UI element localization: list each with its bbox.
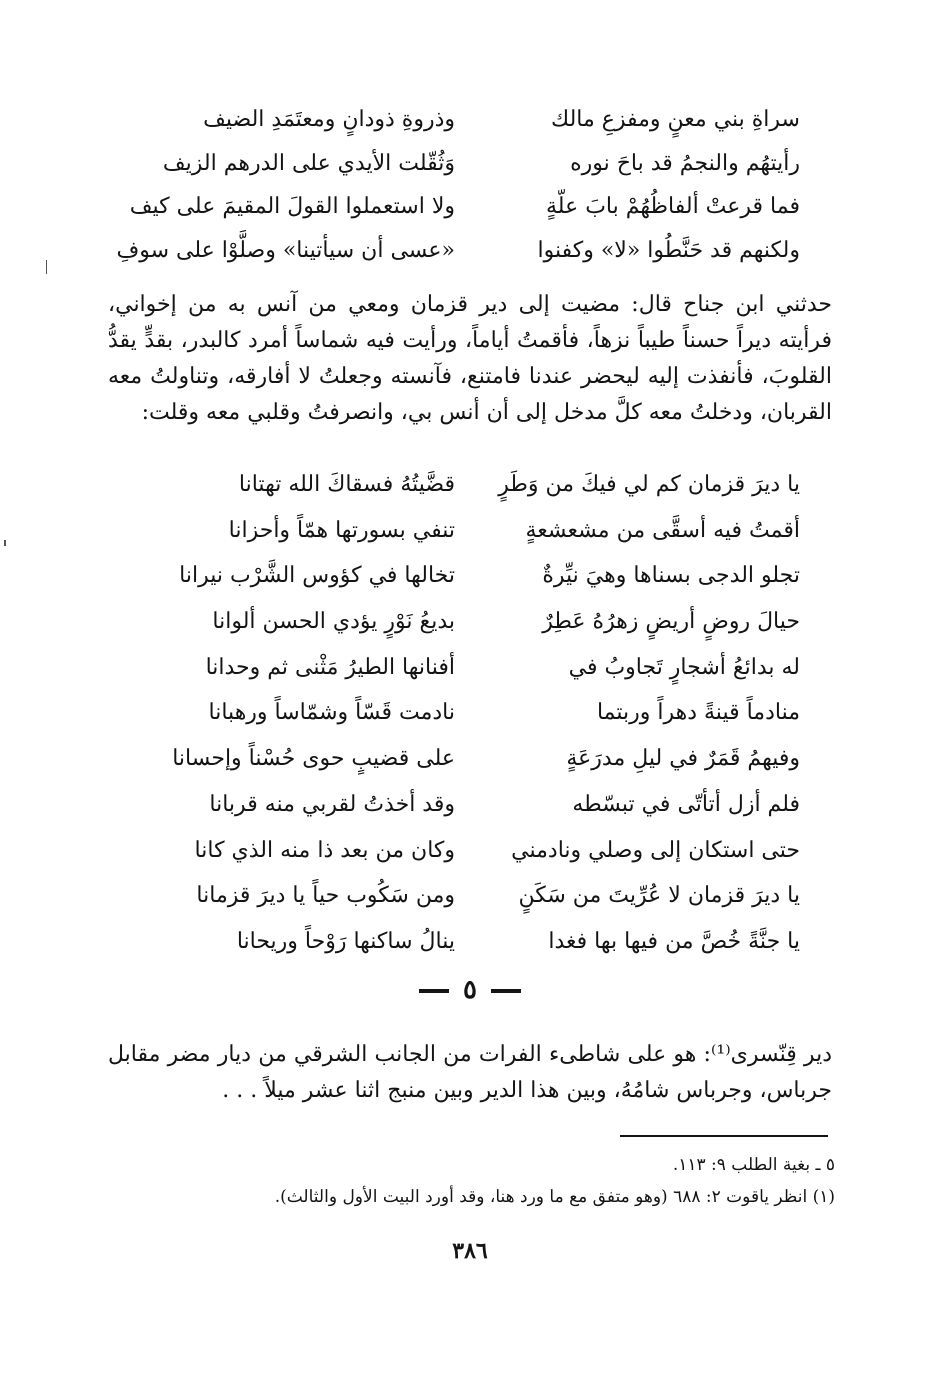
verse-second-hemistich: نادمت قَسّاً وشمّاساً ورهبانا: [208, 700, 455, 726]
verse-first-hemistich: تجلو الدجى بسناها وهيَ نيِّرةٌ: [542, 563, 800, 589]
verse-line: [150, 467, 800, 513]
verse-first-hemistich: أقمتُ فيه أسقَّى من مشعشعةٍ: [525, 517, 800, 543]
verse-second-hemistich: وقد أخذتُ لقربي منه قربانا: [209, 791, 455, 817]
verse-first-hemistich: فما قرعتْ ألفاظُهُمْ بابَ علّةٍ: [546, 194, 800, 219]
footnote-source: ٥ ـ بغية الطلب ٩: ١١٣.: [672, 1155, 835, 1175]
verse-first-hemistich: ولكنهم قد حَنَّطُوا «لا» وكفنوا: [537, 237, 800, 263]
verse-second-hemistich: تنفي بسورتها همّاً وأحزانا: [228, 517, 455, 543]
verse-second-hemistich: ومن سَكُوب حياً يا ديرَ قزمانا: [196, 883, 455, 909]
verse-line: [150, 146, 800, 190]
verse-first-hemistich: يا ديرَ قزمان لا عُرِّيتَ من سَكَنٍ: [518, 883, 800, 909]
verse-line: [150, 650, 800, 696]
verse-line: [150, 741, 800, 787]
verse-second-hemistich: أفنانها الطيرُ مَثْنى ثم وحدانا: [205, 654, 455, 680]
verse-first-hemistich: يا جنَّةً خُصَّ من فيها بها فغدا: [548, 928, 800, 954]
scan-artifact: [4, 540, 6, 546]
page-number: ٣٨٦: [452, 1238, 488, 1264]
verse-block-poem: [150, 467, 800, 970]
verse-second-hemistich: على قضيبٍ حوى حُسْناً وإحسانا: [172, 746, 455, 772]
verse-second-hemistich: وكان من بعد ذا منه الذي كانا: [194, 837, 455, 863]
verse-line: [150, 787, 800, 833]
entry-paragraph: [108, 1037, 832, 1109]
verse-second-hemistich: وذروةِ ذودانٍ ومعتَمَدِ الضيف: [203, 107, 455, 132]
verse-second-hemistich: ولا استعملوا القولَ المقيمَ على كيف: [129, 194, 455, 219]
verse-line: [129, 189, 800, 233]
verse-first-hemistich: حيالَ روضٍ أريضٍ زهرُهُ عَطِرٌ: [542, 609, 800, 635]
verse-line: [150, 924, 800, 970]
verse-first-hemistich: وفيهمُ قَمَرٌ في ليلِ مدرَعَةٍ: [566, 746, 800, 772]
verse-line: [150, 695, 800, 741]
section-number: [400, 975, 540, 1005]
verse-line: [150, 833, 800, 879]
verse-line: [150, 604, 800, 650]
verse-first-hemistich: يا ديرَ قزمان كم لي فيكَ من وَطَرٍ: [498, 472, 800, 497]
verse-second-hemistich: وَثُقّلت الأيدي على الدرهم الزيف: [162, 150, 455, 176]
verse-line: [150, 878, 800, 924]
verse-second-hemistich: «عسى أن سيأتينا» وصلَّوْا على سوفِ: [116, 237, 455, 263]
verse-first-hemistich: فلم أزل أتأتّى في تبسّطه: [572, 791, 800, 817]
narrative-paragraph: [108, 287, 832, 431]
verse-line: [150, 558, 800, 604]
footnote-1: (١) انظر ياقوت ٢: ٦٨٨ (وهو متفق مع ما ورد هنا، وقد أورد البيت الأول والثالث).: [274, 1187, 835, 1207]
verse-second-hemistich: ينالُ ساكنها رَوْحاً وريحانا: [236, 928, 455, 954]
verse-second-hemistich: تخالها في كؤوس الشَّرْب نيرانا: [179, 563, 455, 589]
entry-text: دير قِنّسرى⁽¹⁾: هو على شاطىء الفرات من الجانب الشرقي من ديار مضر مقابل جرباس، وجرباس شامُهُ، وبين هذا الدير وبين منبج اثنا عشر ميلاً . . .: [108, 1042, 832, 1103]
verse-first-hemistich: منادماً قينةً دهراً وربتما: [596, 700, 800, 726]
verse-line: [150, 513, 800, 559]
section-number-value: ٥: [463, 975, 477, 1005]
verse-line: [150, 102, 800, 146]
scan-artifact: [46, 260, 47, 274]
verse-first-hemistich: رأيتهُم والنجمُ قد باحَ نوره: [570, 150, 800, 176]
verse-block-top: [116, 102, 800, 276]
verse-first-hemistich: سراةِ بني معنٍ ومفزعِ مالك: [551, 107, 800, 132]
narrative-text: حدثني ابن جناح قال: مضيت إلى دير قزمان ومعي من آنس به من إخواني، فرأيته ديراً حسناً طيباً نزهاً، فأقمتُ أياماً، ورأيت فيه شماساً أمرد كالبدر، بقدٍّ يقدُّ القلوبَ، فأنفذت إليه ليحضر عندنا فامتنع، فآنسته وجعلتُ لا أفارقه، وتناولتُ معه القربان، ودخلتُ معه كلَّ مدخل إلى أن أنس بي، وانصرفتُ وقلبي معه وقلت:: [108, 292, 832, 425]
footnote-rule: [620, 1135, 828, 1137]
verse-second-hemistich: بديعُ نَوْرٍ يؤدي الحسن ألوانا: [212, 609, 455, 635]
verse-second-hemistich: قضَّيتُهُ فسقاكَ الله تهتانا: [238, 472, 455, 497]
section-dash: [419, 989, 449, 993]
verse-first-hemistich: له بدائعُ أشجارٍ تَجاوبُ في: [568, 654, 800, 680]
verse-line: [116, 233, 800, 277]
section-dash: [491, 989, 521, 993]
verse-first-hemistich: حتى استكان إلى وصلي ونادمني: [511, 837, 800, 863]
